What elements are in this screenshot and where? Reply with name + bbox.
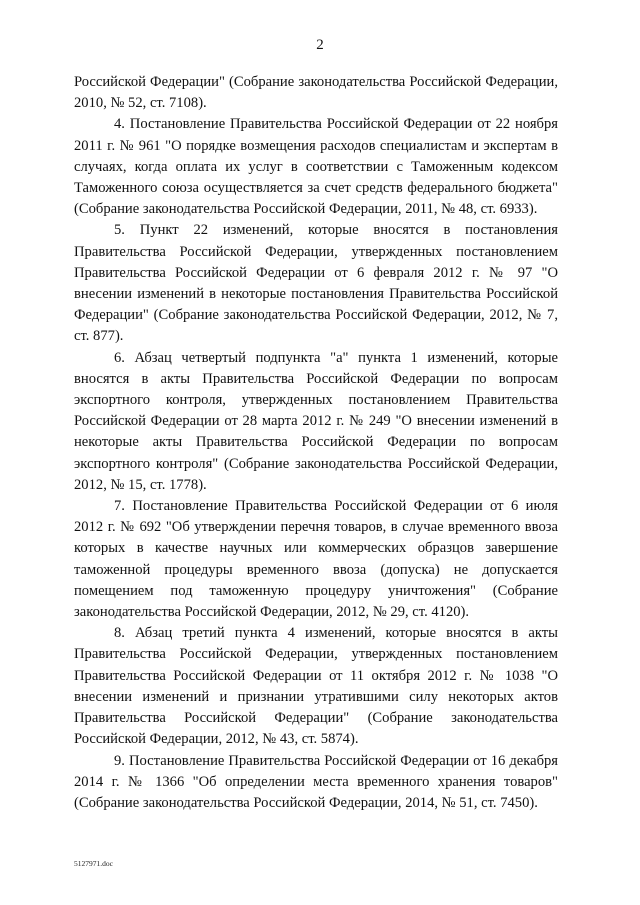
document-body <box>74 72 558 814</box>
paragraph-item-7: 7. Постановление Правительства Российской Федерации от 6 июля 2012 г. № 692 "Об утверждении перечня товаров, в случае временного ввоза которых в качестве научных или коммерческих образцов завершение таможенной процедуры временного ввоза (допуска) не допускается помещением под таможенную процедуру уничтожения" (Собрание законодательства Российской Федерации, 2012, № 29, ст. 4120). <box>74 498 558 621</box>
paragraph-item-6: 6. Абзац четвертый подпункта "а" пункта 1 изменений, которые вносятся в акты Правительства Российской Федерации по вопросам экспортного контроля, утвержденных постановлением Правительства Российской Федерации от 28 марта 2012 г. № 249 "О внесении изменений в некоторые акты Правительства Российской Федерации по вопросам экспортного контроля" (Собрание законодательства Российской Федерации, 2012, № 15, ст. 1778). <box>74 349 558 493</box>
paragraph-item-9: 9. Постановление Правительства Российской Федерации от 16 декабря 2014 г. № 1366 "Об определении места временного хранения товаров" (Собрание законодательства Российской Федерации, 2014, № 51, ст. 7450). <box>74 752 558 811</box>
paragraph-continuation: Российской Федерации" (Собрание законодательства Российской Федерации, 2010, № 52, ст. 7108). <box>74 74 558 112</box>
paragraph-item-4: 4. Постановление Правительства Российской Федерации от 22 ноября 2011 г. № 961 "О порядке возмещения расходов специалистам и экспертам в случаях, когда оплата их услуг в соответствии с Таможенным кодексом Таможенного союза осуществляется за счет средств федерального бюджета" (Собрание законодательства Российской Федерации, 2011, № 48, ст. 6933). <box>74 116 558 218</box>
paragraph-item-5: 5. Пункт 22 изменений, которые вносятся в постановления Правительства Российской Федерации, утвержденных постановлением Правительства Российской Федерации от 6 февраля 2012 г. № 97 "О внесении изменений в некоторые постановления Правительства Российской Федерации" (Собрание законодательства Российской Федерации, 2012, № 7, ст. 877). <box>74 222 558 345</box>
page-number: 2 <box>316 37 324 53</box>
document-file-code: 5127971.doc <box>74 859 113 868</box>
paragraph-item-8: 8. Абзац третий пункта 4 изменений, которые вносятся в акты Правительства Российской Федерации, утвержденных постановлением Правительства Российской Федерации от 11 октября 2012 г. № 1038 "О внесении изменений и признании утратившими силу некоторых актов Правительства Российской Федерации" (Собрание законодательства Российской Федерации, 2012, № 43, ст. 5874). <box>74 625 558 748</box>
